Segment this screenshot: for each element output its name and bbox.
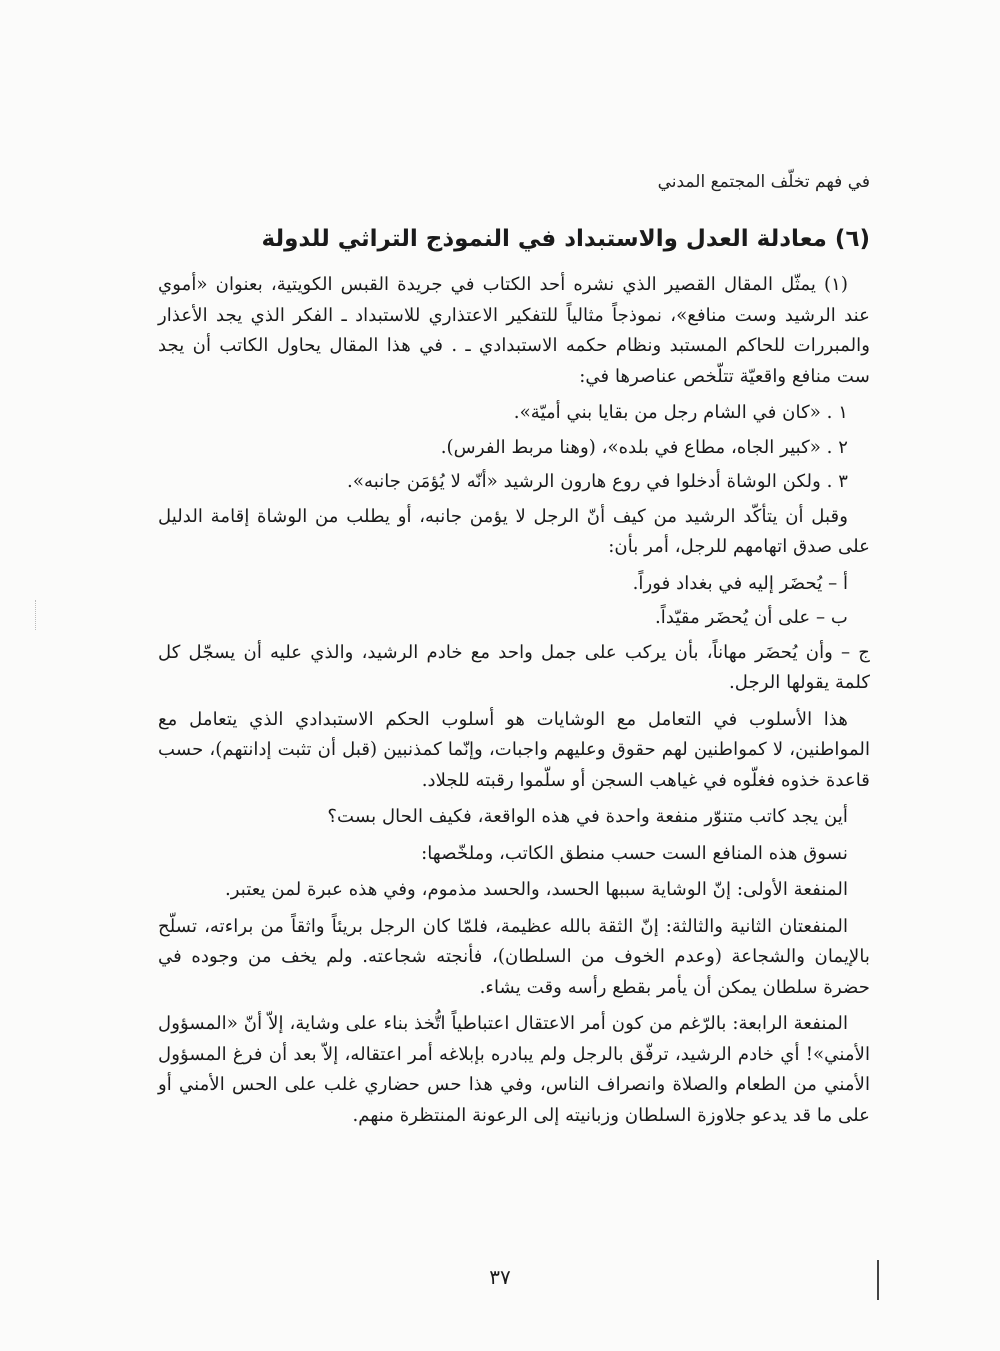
paragraph-intro: (١) يمثّل المقال القصير الذي نشره أحد الكتاب في جريدة القبس الكويتية، بعنوان «أموي عند الرشيد وست منافع»، نموذجاً مثالياً للتفكير الاعتذاري للاستبداد ـ الفكر الذي يجد الأعذار والمبررات للحاكم المستبد ونظام حكمه الاستبدادي ـ . في هذا المقال يحاول الكاتب أن يجد ست منافع واقعيّة تتلّخص عناصرها في: bbox=[158, 274, 870, 387]
paragraph-before-order: وقبل أن يتأكّد الرشيد من كيف أنّ الرجل لا يؤمن جانبه، أو يطلب من الوشاة إقامة الدليل على صدق اتهامهم للرجل، أمر بأن: bbox=[158, 505, 870, 557]
list-item-3: ٣ . ولكن الوشاة أدخلوا في روع هارون الرشيد «أنّه لا يُؤمَن جانبه». bbox=[347, 471, 848, 492]
list-item-1: ١ . «كان في الشام رجل من بقايا بني أميّة». bbox=[513, 402, 848, 423]
margin-mark bbox=[35, 600, 40, 630]
section-title: (٦) معادلة العدل والاستبداد في النموذج التراثي للدولة bbox=[261, 226, 870, 252]
paragraph-benefit-1: المنفعة الأولى: إنّ الوشاية سببها الحسد، والحسد مذموم، وفي هذه عبرة لمن يعتبر. bbox=[224, 879, 848, 900]
paragraph-benefit-4: المنفعة الرابعة: بالرّغم من كون أمر الاعتقال اعتباطياً اتُّخذ بناء على وشاية، إلاّ أنّ «المسؤول الأمني»! أي خادم الرشيد، ترفّق بالرجل ولم يبادره بإبلاغه أمر اعتقاله، إلاّ بعد أن فرغ المسؤول الأمني من الطعام والصلاة وانصراف الناس، وفي هذا حس حضاري غلب على الحس الأمني أو على ما قد يدعو جلاوزة السلطان وزبانيته إلى الرعونة المنتظرة منهم. bbox=[158, 1013, 870, 1126]
order-item-b: ب – على أن يُحضَر مقيّداً. bbox=[655, 607, 848, 628]
running-header: في فهم تخلّف المجتمع المدني bbox=[657, 172, 870, 192]
paragraph-question: أين يجد كاتب متنوّر منفعة واحدة في هذه الواقعة، فكيف الحال بست؟ bbox=[327, 806, 848, 827]
paragraph-benefit-2-3: المنفعتان الثانية والثالثة: إنّ الثقة بالله عظيمة، فلمّا كان الرجل بريئاً واثقاً من براءته، تسلّح بالإيمان والشجاعة (وعدم الخوف من السلطان)، فأنجته شجاعته. ولم يخف من وجوده في حضرة سلطان يمكن أن يأمر بقطع رأسه وقت يشاء. bbox=[158, 915, 870, 998]
list-item-2: ٢ . «كبير الجاه، مطاع في بلده»، (وهنا مربط الفرس). bbox=[440, 436, 848, 458]
body-text bbox=[158, 270, 870, 1137]
page-number: ٣٧ bbox=[489, 1265, 511, 1289]
binding-mark bbox=[877, 1260, 881, 1300]
order-item-c: ج – وأن يُحضَر مهاناً، بأن يركب على جمل واحد مع خادم الرشيد، والذي عليه أن يسجّل كل كلمة يقولها الرجل. bbox=[158, 641, 870, 693]
order-item-a: أ – يُحضَر إليه في بغداد فوراً. bbox=[632, 572, 848, 594]
paragraph-summary-intro: نسوق هذه المنافع الست حسب منطق الكاتب، وملخّصها: bbox=[421, 842, 848, 864]
paragraph-style: هذا الأسلوب في التعامل مع الوشايات هو أسلوب الحكم الاستبدادي الذي يتعامل مع المواطنين، لا كمواطنين لهم حقوق وعليهم واجبات، وإنّما كمذنبين (قبل أن تثبت إدانتهم)، حسب قاعدة خذوه فغلّوه في غياهب السجن أو سلّموا رقبته للجلاد. bbox=[158, 708, 870, 791]
